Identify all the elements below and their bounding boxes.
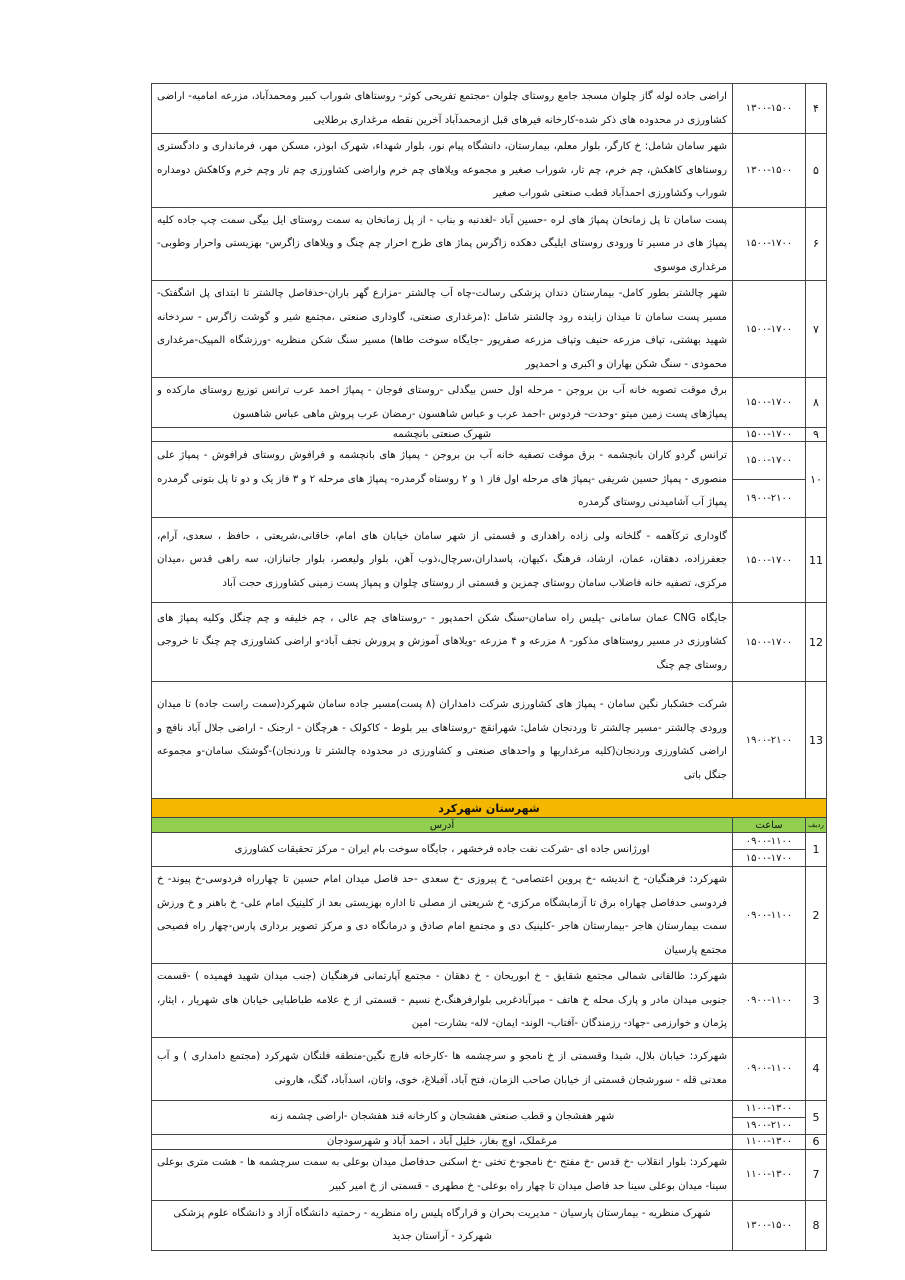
row-number: ۵ [806,134,827,208]
table-row [152,207,827,281]
time-slot: ۱۵۰۰-۱۷۰۰ [733,442,805,480]
time-slot-cell [733,1149,806,1200]
time-slot: ۱۵۰۰-۱۷۰۰ [745,238,793,250]
table-row [152,1149,827,1200]
table-row [152,1134,827,1149]
time-slot: ۱۵۰۰-۱۷۰۰ [745,852,793,864]
address-cell: شرکت خشکبار نگین سامان - پمپاژ های کشاورزی شرکت دامداران (۸ پست)مسیر جاده سامان شهرکرد(سمت راست جاده) تا میدان ورودی چالشتر -مسیر چالشتر تا وردنجان شامل: شهرانقچ -روستاهای بیر بلوط - کاکولک - هرچگان - ارجنک - اراضی جلال آباد نافچ و اراضی کشاورزی وردنجان(کلیه مرغداریها و واحدهای صنعتی و کشاورزی در محدوده چالشتر تا وردنجان)-گوشتک سامان-و مجموعه جنگل باتی [152,682,733,799]
time-slot: ۱۹۰۰-۲۱۰۰ [745,1120,793,1131]
time-slot-cell [733,867,806,964]
table-row [152,1037,827,1100]
time-slot: ۱۱۰۰-۱۳۰۰ [733,1101,805,1118]
table-row [152,378,827,428]
header-address: آدرس [152,818,733,833]
header-row [152,818,827,833]
time-slot-cell [733,1200,806,1250]
time-slot-cell [733,833,806,867]
address-cell: اراضی جاده لوله گاز چلوان مسجد جامع روستای چلوان -مجتمع تفریحی کوثر- روستاهای شوراب کبیر ومحمدآباد، مزرعه امامیه- اراضی کشاورزی در محدوده های ذکر شده-کارخانه فیرهای قبل ازمحمدآباد آخرین نقطه مرغداری برطلایی [152,84,733,134]
row-number: 13 [806,682,827,799]
row-number: ۱۰ [806,442,827,518]
address-cell: جایگاه CNG عمان سامانی -پلیس راه سامان-سنگ شکن احمدپور - -روستاهای چم عالی ، چم خلیفه و چم چنگل وکلیه پمپاژ های کشاورزی در مسیر روستاهای مذکور- ۸ مزرعه و ۴ مزرعه -ویلاهای آموزش و پرورش نجف آباد-و اراضی کشاورزی چم چنگ تا خروجی روستای چم چنگ [152,603,733,682]
row-number: ۷ [806,281,827,378]
time-slot-cell [733,378,806,428]
address-cell: شهرک صنعتی بانچشمه [152,428,733,442]
address-cell: شهرکرد: بلوار انقلاب -خ قدس -خ مفتح -خ نامجو-خ تختی -خ اسکنی حدفاصل میدان بوعلی به سمت سرچشمه ها - هشت متری بوعلی سینا- میدان بوعلی سینا حد فاصل میدان تا چهار راه بوعلی- خ مطهری - قسمتی از خ امیر کبیر [152,1149,733,1200]
time-slot: ۱۵۰۰-۱۷۰۰ [745,554,793,566]
time-slot: ۰۹۰۰-۱۱۰۰ [745,1063,793,1074]
time-slot-cell [733,1037,806,1100]
time-slot-cell [733,964,806,1038]
address-cell: گاوداری ترکآهمه - گلخانه ولی زاده راهداری و قسمتی از شهر سامان خیابان های امام، خاقانی،شریعتی ، حافظ ، سعدی، آرام، جعفرزاده، دهقان، عمان، ارشاد، فرهنگ ،کیهان، پاسداران،سرچال،ذوب آهن، بلوار ولیعصر، بلوار جانبازان، سه راهی قدس ،میدان مرکزی، تصفیه خانه فاضلاب سامان روستای چمزین و قسمتی از روستای چلوان و پمپاژ پست زمینی کشاورزی حجت آباد [152,518,733,603]
time-slot-cell [733,1100,806,1134]
address-cell: شهر سامان شامل: خ کارگر، بلوار معلم، بیمارستان، دانشگاه پیام نور، بلوار شهداء، شهرک ابوذر، مسکن مهر، فرمانداری و دادگستری روستاهای کاهکش، چم خرم، چم تار، شوراب صغیر و مجموعه ویلاهای چم خرم واراضی کشاورزی چم تار وچم خرم وکاهکش دومداره شوراب وکشاورزی احمدآباد قطب صنعتی شوراب صغیر [152,134,733,208]
table-row [152,1100,827,1134]
time-slot-cell [733,682,806,799]
time-slot-cell [733,428,806,442]
row-number: 4 [806,1037,827,1100]
table-row [152,84,827,134]
row-number: 3 [806,964,827,1038]
time-slot-cell [733,134,806,208]
time-slot: ۰۹۰۰-۱۱۰۰ [745,909,793,921]
table-row [152,603,827,682]
table-row [152,518,827,603]
time-slot: ۱۱۰۰-۱۳۰۰ [745,1136,793,1147]
table-row [152,1200,827,1250]
row-number: 11 [806,518,827,603]
time-slot: ۰۹۰۰-۱۱۰۰ [733,833,805,850]
row-number: 12 [806,603,827,682]
time-slot: ۱۵۰۰-۱۷۰۰ [745,636,793,648]
time-slot: ۰۹۰۰-۱۱۰۰ [745,994,793,1006]
time-slot: ۱۳۰۰-۱۵۰۰ [745,103,793,114]
table-row [152,281,827,378]
outage-schedule-document [151,83,827,1251]
header-number: ردیف [806,818,827,833]
address-cell: شهر چالشتر بطور کامل- بیمارستان دندان پزشکی رسالت-چاه آب چالشتر -مزارع گهر باران-حدفاصل چالشتر تا ابتدای پل اشگفتک- مسیر پست سامان تا میدان زاینده رود چالشتر شامل :(مرغداری صنعتی، گاوداری صنعتی ،مجتمع شیر و گوشت زاگرس - سردخانه شهید بهشتی، تپاف مزرعه حنیف وتپاف مزرعه صفرپور -جایگاه سوخت طاها) مسیر سنگ شکن منظریه -ورزشگاه المپیک-مرغداری محمودی - سنگ شکن بهاران و اکبری و احمدپور [152,281,733,378]
time-slot: ۱۳۰۰-۱۵۰۰ [745,1219,793,1231]
time-slot: ۱۵۰۰-۱۷۰۰ [745,323,793,335]
row-number: ۶ [806,207,827,281]
table-row [152,442,827,518]
row-number: ۴ [806,84,827,134]
table-row [152,428,827,442]
time-slot-cell [733,518,806,603]
table-row [152,964,827,1038]
address-cell: برق موقت تصویه خانه آب بن بروجن - مرحله اول حسن بیگدلی -روستای فوجان - پمپاژ احمد عرب ترانس توزیع روستای مارکده و پمپاژهای پست زمین میتو -وحدت- فردوس -احمد عرب و عباس شاهسون -رمضان عرب پروش ماهی عباس شاهسون [152,378,733,428]
address-cell: مرغملک، اوچ بغاز، خلیل آباد ، احمد آباد و شهرسودجان [152,1134,733,1149]
address-cell: شهرکرد: طالقانی شمالی مجتمع شقایق - خ ابوریحان - خ دهقان - مجتمع آپارتمانی فرهنگیان (جنب میدان شهید فهمیده ) -قسمت جنوبی میدان مادر و پارک محله خ هاتف - میرآبادغربی بلوارفرهنگ،خ نسیم - قسمتی از خ علامه طباطبایی خیابان های شهریار ، ایثار، پژمان و خوارزمی -جهاد- رزمندگان -آفتاب- الوند- ایمان- لاله- بشارت- امین [152,964,733,1038]
address-cell: شهرکرد: خیابان بلال، شیدا وقسمتی از خ نامجو و سرچشمه ها -کارخانه فارچ نگین-منطقه فلنگان شهرکرد (مجتمع دامداری ) و آب معدنی قله - سورشجان قسمتی از خیابان صاحب الزمان، فتح آباد، آفبلاغ، خوی، واتان، اسدآباد، گنگ، هارونی [152,1037,733,1100]
time-slot-cell [733,84,806,134]
row-number: 6 [806,1134,827,1149]
table-row [152,134,827,208]
time-slot: ۱۹۰۰-۲۱۰۰ [745,734,793,746]
schedule-table [151,83,827,1251]
time-slot-cell [733,281,806,378]
row-number: 7 [806,1149,827,1200]
time-slot-cell [733,207,806,281]
address-cell: شهر هفشجان و قطب صنعتی هفشجان و کارخانه قند هفشجان -اراضی چشمه زنه [152,1100,733,1134]
time-slot-cell [733,603,806,682]
time-slot-cell [733,1134,806,1149]
address-cell: اورژانس جاده ای -شرکت نفت جاده فرخشهر ، جایگاه سوخت بام ایران - مرکز تحقیقات کشاورزی [152,833,733,867]
address-cell: پست سامان تا پل زمانخان پمپاژ های لره -حسین آباد -لغدنبه و بناب - از پل زمانخان به سمت روستای ایل بیگی سمت چپ جاده کلیه پمپاژ های در مسیر تا ورودی روستای ایلیگی دهکده زاگرس پماژ های طرح احرار چم چنگ و ویلاهای زاگرس- بهزیستی واحرار وطوبی- مرغداری موسوی [152,207,733,281]
header-time: ساعت [733,818,806,833]
address-cell: شهرک منظریه - بیمارستان پارسیان - مدیریت بحران و قرارگاه پلیس راه منظریه - رحمتیه دانشگاه آزاد و دانشگاه علوم پزشکی شهرکرد - آراستان جدید [152,1200,733,1250]
row-number: 8 [806,1200,827,1250]
address-cell: شهرکرد: فرهنگیان- خ اندیشه -خ پروین اعتصامی- خ پیروزی -خ سعدی -حد فاصل میدان امام حسین تا چهارراه فردوسی-خ پیوند- خ فردوسی حدفاصل چهاراه برق تا آزمایشگاه مرکزی- خ شریعتی از مصلی تا اداره بهزیستی بعد از کلینیک امام علی- خ باهنر و خ ورزش سمت بیمارستان هاجر -بیمارستان هاجر -کلینیک دی و مجتمع امام صادق و درمانگاه دی و مرکز تصویر برداری پارس-چهار راه فصیحی مجتمع پارسیان [152,867,733,964]
table-row [152,833,827,867]
time-slot: ۱۱۰۰-۱۳۰۰ [745,1169,793,1180]
time-slot: ۱۳۰۰-۱۵۰۰ [745,164,793,176]
time-slot-cell [733,442,806,518]
section-title-row [152,799,827,818]
row-number: 2 [806,867,827,964]
row-number: ۹ [806,428,827,442]
address-cell: ترانس گردو کاران بانچشمه - برق موقت تصفیه خانه آب بن بروجن - پمپاژ های بانچشمه و فرافوش روستای فرافوش - پمپاژ علی منصوری - پمپاژ حسین شریفی -پمپاژ های مرحله اول فاز ۱ و ۲ روستاه گرمدره- پمپاژ های مرحله ۲ و ۳ فاز یک و دو تا پل بتونی گرمدره پمپاژ آب آشامیدنی روستای گرمدره [152,442,733,518]
row-number: 5 [806,1100,827,1134]
row-number: ۸ [806,378,827,428]
row-number: 1 [806,833,827,867]
section-title: شهرستان شهرکرد [152,799,827,818]
time-slot: ۱۵۰۰-۱۷۰۰ [745,429,793,440]
table-row [152,867,827,964]
table-row [152,682,827,799]
time-slot: ۱۵۰۰-۱۷۰۰ [745,397,793,408]
time-slot: ۱۹۰۰-۲۱۰۰ [745,493,793,504]
